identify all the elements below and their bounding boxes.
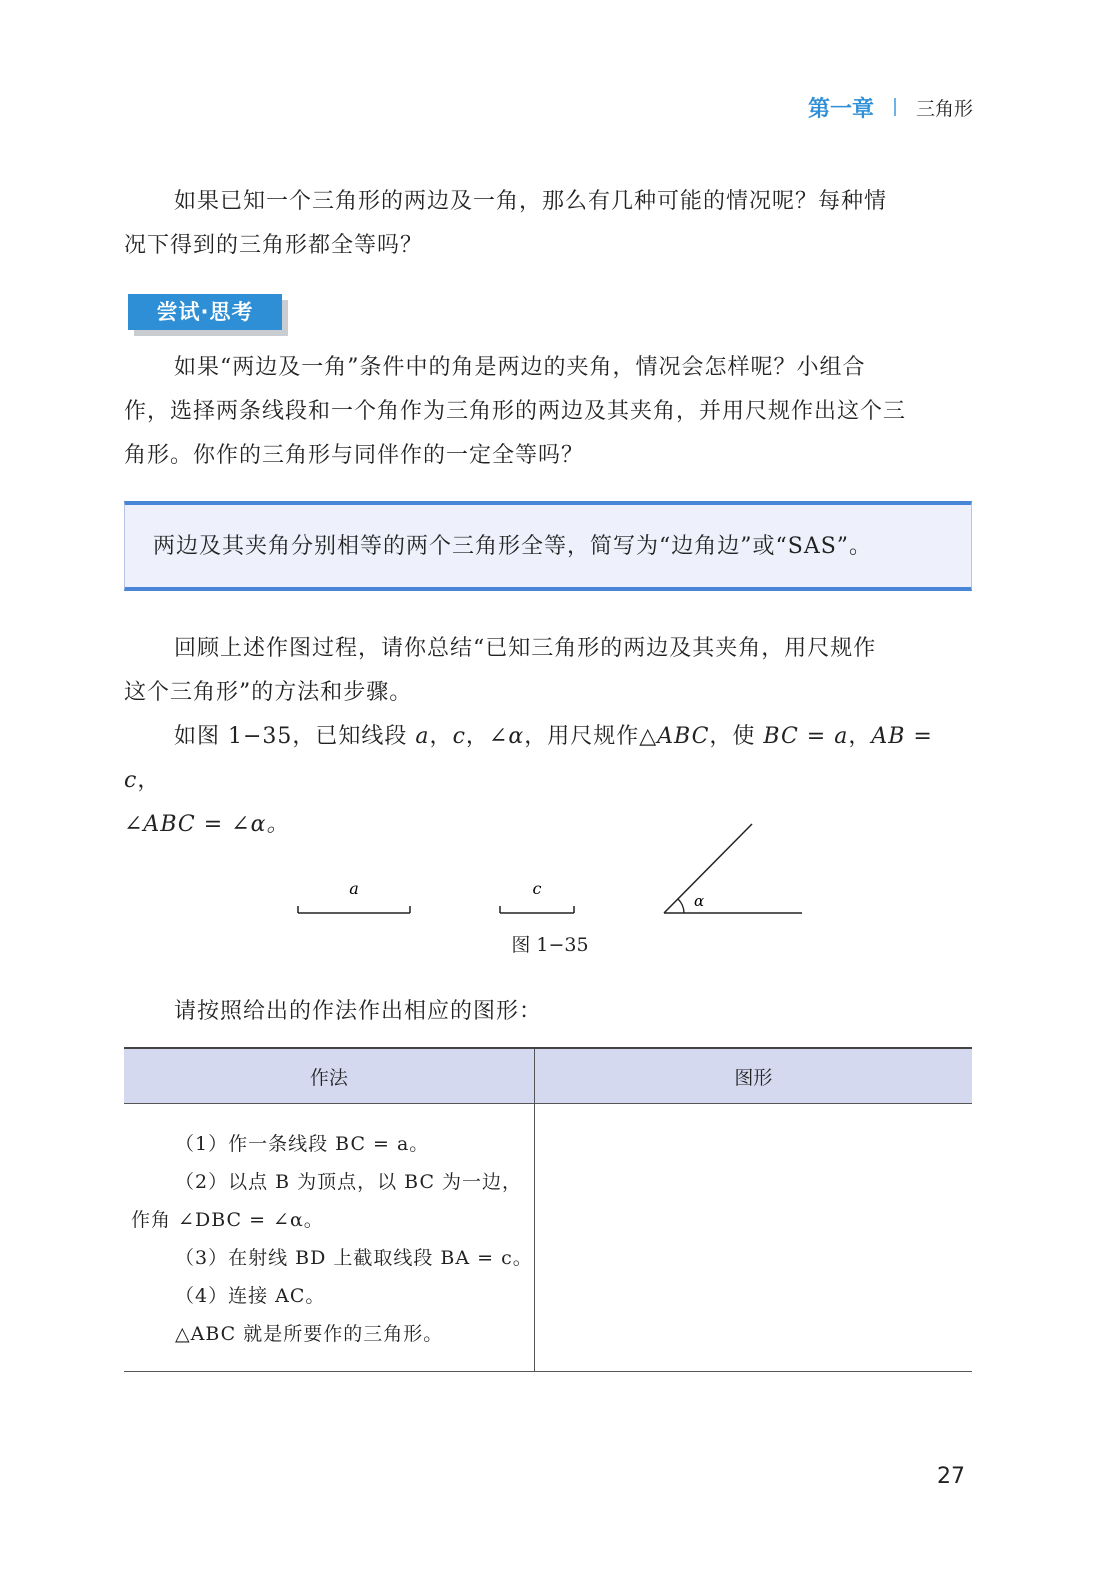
example-condition-angle: ∠ABC = ∠α。 bbox=[124, 812, 290, 837]
try-think-label: 尝试·思考 bbox=[128, 294, 282, 330]
example-paragraph: 如图 1−35，已知线段 a，c，∠α，用尺规作△ABC，使 BC = a，AB = c， ∠ABC = ∠α。 bbox=[124, 724, 933, 837]
angle-alpha-label: α bbox=[694, 892, 705, 910]
review-line-2: 这个三角形”的方法和步骤。 bbox=[124, 680, 413, 705]
figure-caption: 图 1−35 bbox=[511, 934, 589, 956]
step-4: （4）连接 AC。 bbox=[175, 1285, 326, 1307]
header-divider bbox=[894, 98, 896, 116]
try-think-line-3: 角形。你作的三角形与同伴作的一定全等吗？ bbox=[124, 443, 585, 468]
try-think-line-1: 如果“两边及一角”条件中的角是两边的夹角，情况会怎样呢？小组合 bbox=[174, 355, 866, 380]
theorem-box bbox=[124, 501, 972, 591]
figure-cell[interactable] bbox=[534, 1104, 972, 1372]
segment-a-label: a bbox=[349, 879, 359, 898]
chapter-number: 第一章 bbox=[807, 96, 874, 122]
header-figure: 图形 bbox=[534, 1048, 972, 1104]
segment-c-label: c bbox=[532, 879, 542, 898]
example-var-a: a bbox=[415, 724, 430, 749]
angle-alpha bbox=[664, 824, 802, 913]
segment-a bbox=[298, 879, 410, 913]
running-header bbox=[808, 92, 973, 122]
step-1: （1）作一条线段 BC = a。 bbox=[175, 1133, 430, 1155]
method-cell bbox=[124, 1104, 534, 1372]
example-text-1: 如图 1−35，已知线段 bbox=[174, 724, 416, 749]
table-row bbox=[124, 1104, 972, 1372]
table-header-row bbox=[124, 1048, 972, 1104]
intro-paragraph bbox=[124, 180, 972, 268]
example-var-alpha: α bbox=[508, 724, 525, 749]
step-2: （2）以点 B 为顶点，以 BC 为一边， bbox=[175, 1171, 523, 1193]
segment-c bbox=[500, 879, 574, 913]
try-think-paragraph bbox=[124, 346, 972, 478]
figure-drawing bbox=[0, 810, 1111, 930]
try-think-line-2: 作，选择两条线段和一个角作为三角形的两边及其夹角，并用尺规作出这个三 bbox=[124, 399, 907, 424]
theorem-text: 两边及其夹角分别相等的两个三角形全等，简写为“边角边”或“SAS”。 bbox=[153, 534, 873, 559]
step-2-continued: 作角 ∠DBC = ∠α。 bbox=[131, 1209, 324, 1231]
page-number: 27 bbox=[937, 1464, 965, 1489]
construction-table bbox=[124, 1047, 972, 1372]
instruction-text: 请按照给出的作法作出相应的图形： bbox=[174, 999, 543, 1024]
example-triangle-name: ABC bbox=[657, 724, 710, 749]
example-condition-bc: BC = a bbox=[763, 724, 849, 749]
instruction-paragraph bbox=[124, 990, 972, 1034]
review-paragraph bbox=[124, 627, 972, 715]
step-3: （3）在射线 BD 上截取线段 BA = c。 bbox=[175, 1247, 533, 1269]
figure-1-35 bbox=[0, 810, 1111, 960]
chapter-title: 三角形 bbox=[915, 97, 973, 120]
intro-line-1: 如果已知一个三角形的两边及一角，那么有几种可能的情况呢？每种情 bbox=[174, 189, 888, 214]
review-line-1: 回顾上述作图过程，请你总结“已知三角形的两边及其夹角，用尺规作 bbox=[174, 636, 877, 661]
try-think-tag bbox=[128, 294, 282, 330]
example-var-c: c bbox=[452, 724, 466, 749]
example-condition-ab: AB = c bbox=[124, 724, 933, 793]
step-conclusion: △ABC 就是所要作的三角形。 bbox=[175, 1323, 444, 1345]
header-method: 作法 bbox=[124, 1048, 534, 1104]
intro-line-2: 况下得到的三角形都全等吗？ bbox=[124, 233, 424, 258]
